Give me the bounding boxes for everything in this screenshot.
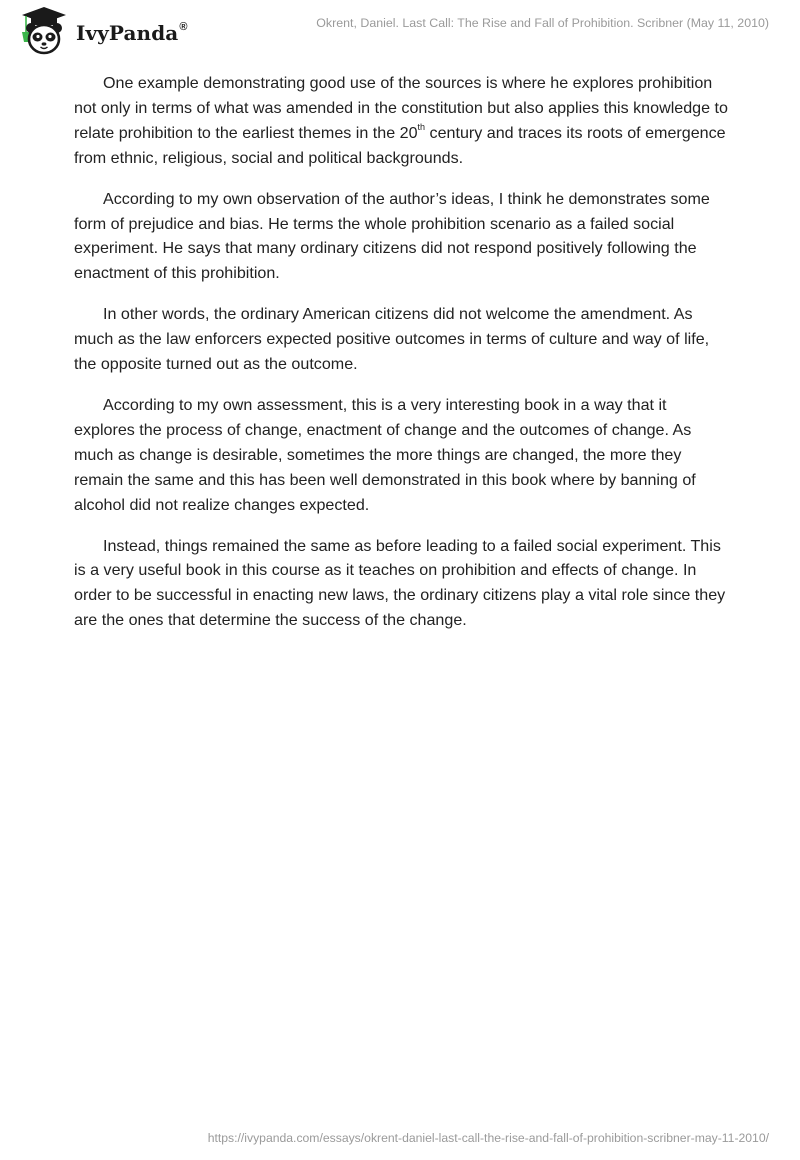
brand-name: IvyPanda [76,21,179,45]
paragraph-1-text-before: One example demonstrating good use of the sources is where he explores prohibition not only in terms of what was amended in the constitution but also applies this knowledge to relate prohibition to the earliest themes in the 20 [74,74,728,142]
paragraph-2: According to my own observation of the author’s ideas, I think he demonstrates some form of prejudice and bias. He terms the whole prohibition scenario as a failed social experiment. He says that many ordinary citizens did not respond positively following the enactment of this prohibition. [74,189,710,283]
source-url-link[interactable]: https://ivypanda.com/essays/okrent-daniel-last-call-the-rise-and-fall-of-prohibition-scribner-may-11-2010/ [207,1131,769,1145]
ordinal-superscript: th [417,122,426,133]
ivypanda-logo[interactable] [14,6,188,58]
paragraph-4: According to my own assessment, this is a very interesting book in a way that it explores the process of change, enactment of change and the outcomes of change. As much as change is desirable, sometimes the more things are changed, the more they remain the same and this has been well demonstrated in this book where by banning of alcohol did not realize changes expected. [74,395,696,514]
paragraph-3: In other words, the ordinary American citizens did not welcome the amendment. As much as the law enforcers expected positive outcomes in terms of culture and way of life, the opposite turned out as the outcome. [74,305,710,374]
paragraph-1 [74,71,730,171]
paragraph-5: Instead, things remained the same as before leading to a failed social experiment. This is a very useful book in this course as it teaches on prohibition and effects of change. In order to be successful in enacting new laws, the ordinary citizens play a vital role since they are the ones that determine the success of the change. [74,536,726,630]
header-citation: Okrent, Daniel. Last Call: The Rise and Fall of Prohibition. Scribner (May 11, 2010) [316,16,769,30]
page-header [0,0,800,60]
essay-body [74,71,730,649]
panda-graduate-icon [14,6,74,58]
paragraph-1-text-after: century and traces its roots of emergence from ethnic, religious, social and political backgrounds. [74,123,726,167]
logo-wordmark [76,21,188,45]
registered-mark: ® [179,21,188,34]
